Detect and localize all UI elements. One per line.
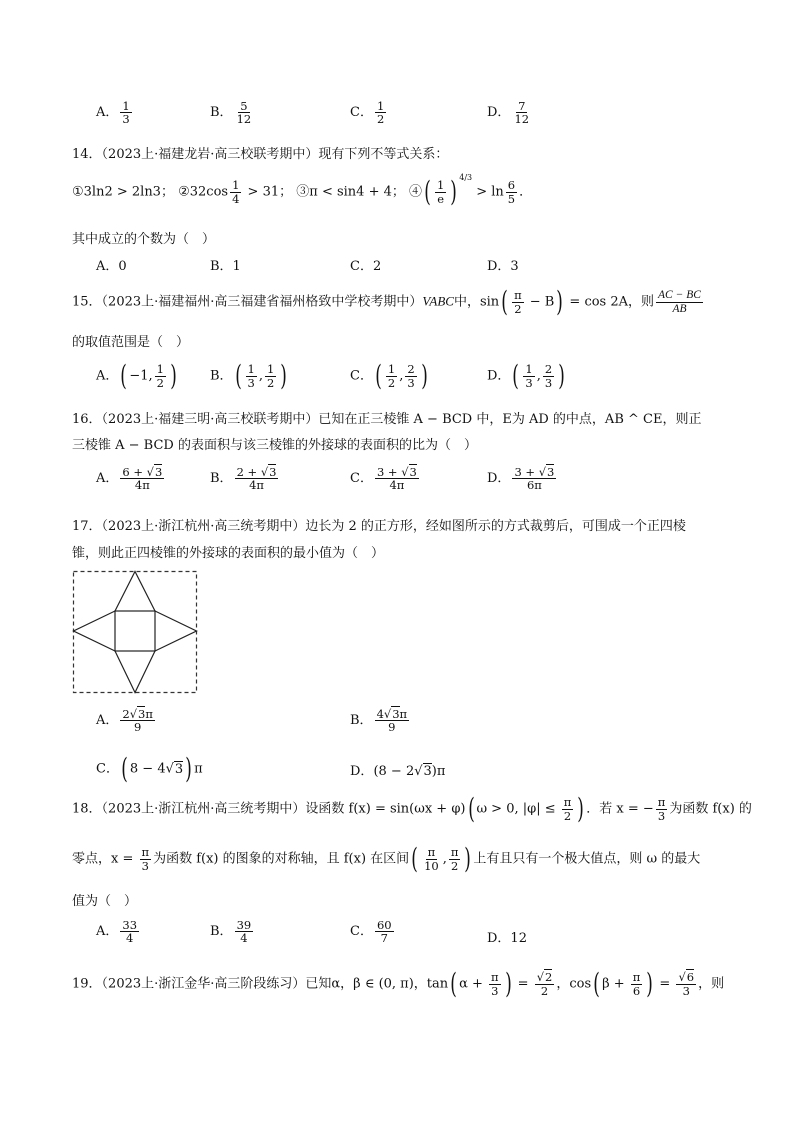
q17-line2: 锥，则此正四棱锥的外接球的表面积的最小值为（ ） xyxy=(72,546,385,561)
top-triangle xyxy=(115,572,155,612)
q14-option-d: D．3 xyxy=(487,259,519,274)
center-square xyxy=(115,611,155,651)
q18-option-a: A． $\frac{33}{4}$ xyxy=(96,918,138,946)
q14-question: 其中成立的个数为（ ） xyxy=(72,232,216,247)
q15-option-d: D．( $\frac{1}{3}$ , $\frac{2}{3}$ ) xyxy=(487,359,565,392)
q16-option-b: B． $\frac{2 + √3}{4\pi}$ xyxy=(210,465,277,493)
q17-option-a: A． $\frac{2√3\pi}{9}$ xyxy=(96,707,153,735)
q14-items: ①3ln2 > 2ln3； ②32cos $\frac{1}{4}$ > 31； ③π < sin4 + 4； ④( $\frac{1}{e}$ ) $^{4/3}$ > ln $\frac{6}{5}$ ． xyxy=(72,173,533,208)
q15-option-b: B．( $\frac{1}{3}$ , $\frac{1}{2}$ ) xyxy=(210,359,288,392)
q18-line2: 零点，x = $\frac{\pi}{3}$ 为函数 f(x) 的图象的对称轴，且 f(x) 在区间( $\frac{\pi}{10}$ , $\frac{\pi}{2}$ ) 上有且只有一个极大值点，则 ω 的最大 xyxy=(72,842,701,875)
q13-option-d: D． $\frac{7}{12}$ xyxy=(487,99,530,127)
q16-option-d: D． $\frac{3 + √3}{6\pi}$ xyxy=(487,465,555,493)
q14-option-a: A．0 xyxy=(96,259,127,274)
q17-option-b: B． $\frac{4√3\pi}{9}$ xyxy=(350,707,408,735)
q16-line2: 三棱锥 A − BCD 的表面积与该三棱锥的外接球的表面积的比为（ ） xyxy=(72,438,477,453)
q18-line3: 值为（ ） xyxy=(72,894,138,909)
q17-option-d: D．(8 − 2√3)π xyxy=(350,764,446,779)
q14-stem: 14．（2023上·福建龙岩·高三校联考期中）现有下列不等式关系： xyxy=(72,147,449,162)
q13-option-b: B． $\frac{5}{12}$ xyxy=(210,99,252,127)
q14-option-c: C．2 xyxy=(350,259,382,274)
q19-stem: 19．（2023上·浙江金华·高三阶段练习）已知α，β ∈ (0, π)，tan( α + $\frac{\pi}{3}$ ) = $\frac{√2}{2}$ ，cos( β + $\frac{\pi}{6}$ ) = $\frac{√6}{3}$ ，则 xyxy=(72,967,725,1000)
q13-option-c: C． $\frac{1}{2}$ xyxy=(350,99,385,127)
q13-option-a: A． $\frac{1}{3}$ xyxy=(96,99,130,127)
q16-line1: 16．（2023上·福建三明·高三校联考期中）已知在正三棱锥 A − BCD 中，E为 AD 的中点，AB ^ CE，则正 xyxy=(72,412,702,427)
q15-option-c: C．( $\frac{1}{2}$ , $\frac{2}{3}$ ) xyxy=(350,359,428,392)
q14-option-b: B．1 xyxy=(210,259,241,274)
q16-option-a: A． $\frac{6 + √3}{4\pi}$ xyxy=(96,465,163,493)
q17-square-net-figure xyxy=(72,570,198,694)
q17-line1: 17．（2023上·浙江杭州·高三统考期中）边长为 2 的正方形，经如图所示的方式裁剪后，可围成一个正四棱 xyxy=(72,519,686,534)
q18-option-b: B． $\frac{39}{4}$ xyxy=(210,918,252,946)
q18-line1: 18．（2023上·浙江杭州·高三统考期中）设函数 f(x) = sin(ωx + φ)( ω > 0, |φ| ≤ $\frac{\pi}{2}$ ) ．若 x = − $\frac{\pi}{3}$ 为函数 f(x) 的 xyxy=(72,792,752,825)
right-triangle xyxy=(155,611,197,651)
dashed-square-outline xyxy=(74,572,197,693)
q17-option-c: C．( 8 − 4√3) π xyxy=(96,752,203,785)
q18-option-d: D．12 xyxy=(487,931,527,946)
left-triangle xyxy=(74,611,116,651)
q15-option-a: A．( −1, $\frac{1}{2}$ ) xyxy=(96,359,177,392)
bottom-triangle xyxy=(115,651,155,693)
q15-stem: 15．（2023上·福建福州·高三福建省福州格致中学校考期中）VABC中，sin( $\frac{\pi}{2}$ − B) = cos 2A，则 $\frac{AC - BC}{AB}$ xyxy=(72,285,701,318)
q16-option-c: C． $\frac{3 + √3}{4\pi}$ xyxy=(350,465,417,493)
q15-question: 的取值范围是（ ） xyxy=(72,335,190,350)
q18-option-c: C． $\frac{60}{7}$ xyxy=(350,918,392,946)
